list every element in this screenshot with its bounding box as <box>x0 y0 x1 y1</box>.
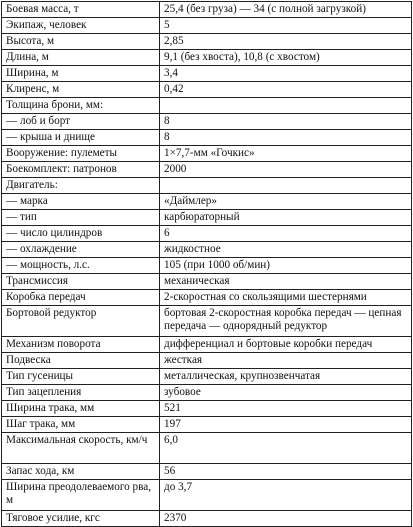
spec-label-cell: Ширина, м <box>2 66 160 82</box>
table-row <box>2 146 412 162</box>
spec-label-cell: — марка <box>2 194 160 210</box>
table-row <box>2 433 412 464</box>
spec-label-cell: — мощность, л.с. <box>2 258 160 274</box>
spec-label-cell: Подвеска <box>2 353 160 369</box>
spec-value-cell <box>160 178 412 194</box>
spec-label-cell: Шаг трака, мм <box>2 417 160 433</box>
table-row <box>2 114 412 130</box>
spec-label-cell: Механизм поворота <box>2 337 160 353</box>
spec-value-cell <box>160 98 412 114</box>
spec-label-cell: Трансмиссия <box>2 274 160 290</box>
table-row <box>2 34 412 50</box>
spec-value-cell: 8 <box>160 130 412 146</box>
spec-label-cell: Боекомплект: патронов <box>2 162 160 178</box>
spec-value-cell: 6 <box>160 226 412 242</box>
table-row <box>2 66 412 82</box>
table-row <box>2 385 412 401</box>
spec-value-cell: до 3,7 <box>160 480 412 511</box>
spec-label-cell: — число цилиндров <box>2 226 160 242</box>
table-row <box>2 130 412 146</box>
spec-label-cell: Толщина брони, мм: <box>2 98 160 114</box>
table-row <box>2 290 412 306</box>
spec-label-cell: — тип <box>2 210 160 226</box>
spec-value-cell: дифференциал и бортовые коробки передач <box>160 337 412 353</box>
spec-label-cell: Тип гусеницы <box>2 369 160 385</box>
spec-value-cell: 2-скоростная со скользящими шестернями <box>160 290 412 306</box>
spec-value-cell: 5 <box>160 18 412 34</box>
spec-value-cell: 197 <box>160 417 412 433</box>
spec-value-cell: 1×7,7-мм «Гочкис» <box>160 146 412 162</box>
table-row <box>2 274 412 290</box>
spec-label-cell: Коробка передач <box>2 290 160 306</box>
spec-value-cell: 3,4 <box>160 66 412 82</box>
spec-value-cell: бортовая 2-скоростная коробка передач — цепная передача — однорядный редуктор <box>160 306 412 337</box>
spec-label-cell: Тяговое усилие, кгс <box>2 511 160 527</box>
spec-label-cell: — лоб и борт <box>2 114 160 130</box>
table-row <box>2 82 412 98</box>
spec-label-cell: Высота, м <box>2 34 160 50</box>
table-row <box>2 194 412 210</box>
spec-value-cell: 2370 <box>160 511 412 527</box>
spec-value-cell: «Даймлер» <box>160 194 412 210</box>
table-row <box>2 226 412 242</box>
spec-label-cell: Ширина трака, мм <box>2 401 160 417</box>
spec-label-cell: Клиренс, м <box>2 82 160 98</box>
spec-label-cell: Тип зацепления <box>2 385 160 401</box>
spec-value-cell: 521 <box>160 401 412 417</box>
spec-value-cell: металлическая, крупнозвенчатая <box>160 369 412 385</box>
spec-label-cell: Максимальная скорость, км/ч <box>2 433 160 464</box>
spec-value-cell: 105 (при 1000 об/мин) <box>160 258 412 274</box>
spec-value-cell: 2000 <box>160 162 412 178</box>
table-row <box>2 464 412 480</box>
table-row <box>2 50 412 66</box>
spec-table-body <box>2 2 412 527</box>
table-row <box>2 417 412 433</box>
table-row <box>2 353 412 369</box>
spec-value-cell: 6,0 <box>160 433 412 464</box>
table-row <box>2 98 412 114</box>
spec-label-cell: Экипаж, человек <box>2 18 160 34</box>
table-row <box>2 162 412 178</box>
spec-value-cell: 9,1 (без хвоста), 10,8 (с хвостом) <box>160 50 412 66</box>
table-row <box>2 242 412 258</box>
table-row <box>2 369 412 385</box>
spec-label-cell: Боевая масса, т <box>2 2 160 18</box>
table-row <box>2 337 412 353</box>
spec-value-cell: карбюраторный <box>160 210 412 226</box>
spec-value-cell: 2,85 <box>160 34 412 50</box>
spec-value-cell: зубовое <box>160 385 412 401</box>
table-row <box>2 2 412 18</box>
spec-table <box>1 1 412 527</box>
spec-value-cell: 25,4 (без груза) — 34 (с полной загрузкой) <box>160 2 412 18</box>
table-row <box>2 480 412 511</box>
spec-label-cell: Вооружение: пулеметы <box>2 146 160 162</box>
spec-value-cell: 56 <box>160 464 412 480</box>
spec-label-cell: — охлаждение <box>2 242 160 258</box>
spec-label-cell: Бортовой редуктор <box>2 306 160 337</box>
table-row <box>2 306 412 337</box>
spec-value-cell: жесткая <box>160 353 412 369</box>
table-row <box>2 210 412 226</box>
spec-label-cell: — крыша и днище <box>2 130 160 146</box>
spec-value-cell: 0,42 <box>160 82 412 98</box>
table-row <box>2 178 412 194</box>
spec-label-cell: Запас хода, км <box>2 464 160 480</box>
table-row <box>2 511 412 527</box>
spec-value-cell: механическая <box>160 274 412 290</box>
table-row <box>2 258 412 274</box>
table-row <box>2 18 412 34</box>
spec-value-cell: жидкостное <box>160 242 412 258</box>
spec-label-cell: Длина, м <box>2 50 160 66</box>
spec-label-cell: Ширина преодолеваемого рва, м <box>2 480 160 511</box>
table-row <box>2 401 412 417</box>
spec-value-cell: 8 <box>160 114 412 130</box>
spec-label-cell: Двигатель: <box>2 178 160 194</box>
